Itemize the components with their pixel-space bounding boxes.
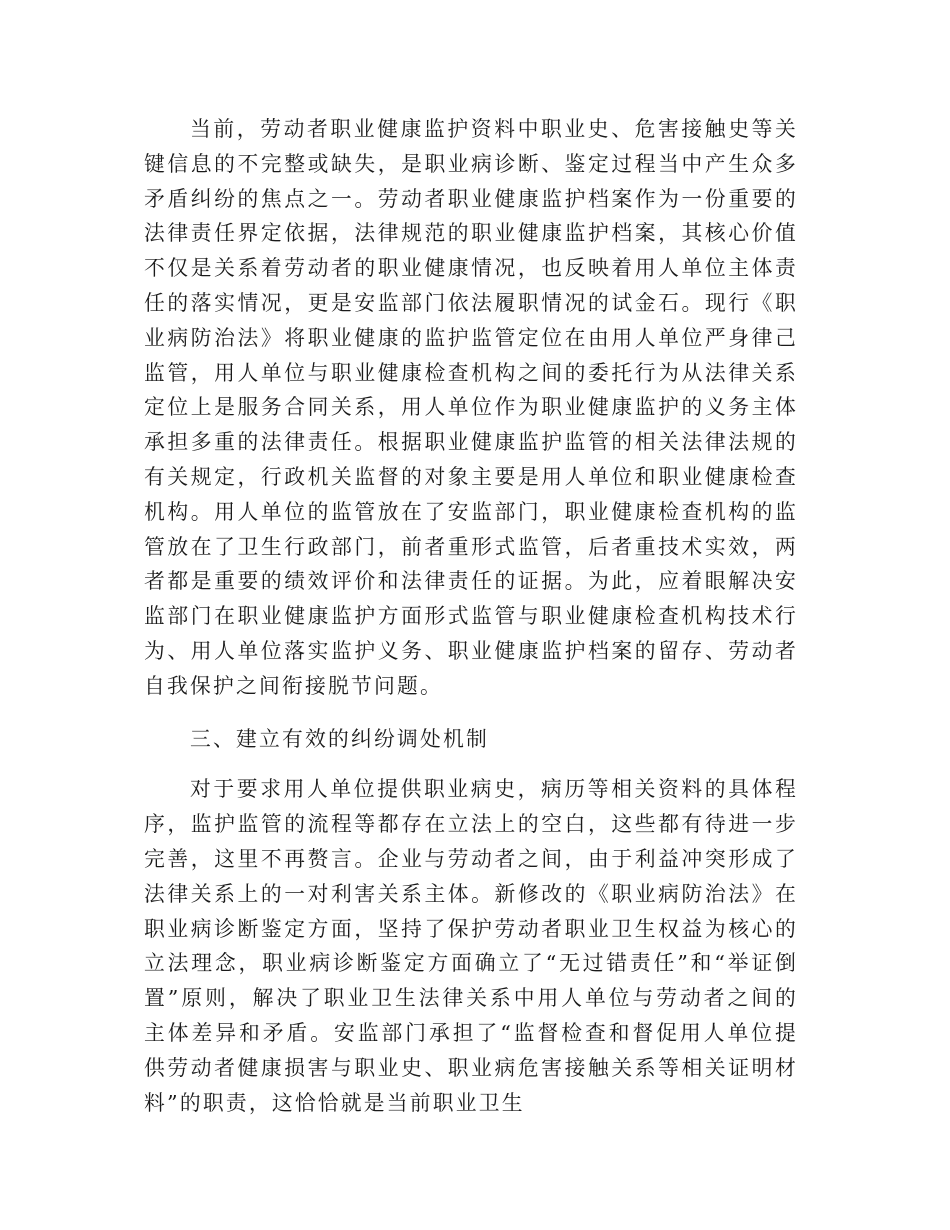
section-heading: 三、建立有效的纠纷调处机制 (190, 726, 489, 751)
body-paragraph-1: 当前，劳动者职业健康监护资料中职业史、危害接触史等关键信息的不完整或缺失，是职业病诊断、鉴定过程当中产生众多矛盾纠纷的焦点之一。劳动者职业健康监护档案作为一份重要的法律责任界定依据，法律规范的职业健康监护档案，其核心价值不仅是关系着劳动者的职业健康情况，也反映着用人单位主体责任的落实情况，更是安监部门依法履职情况的试金石。现行《职业病防治法》将职业健康的监护监管定位在由用人单位严身律己监管，用人单位与职业健康检查机构之间的委托行为从法律关系定位上是服务合同关系，用人单位作为职业健康监护的义务主体承担多重的法律责任。根据职业健康监护监管的相关法律法规的有关规定，行政机关监督的对象主要是用人单位和职业健康检查机构。用人单位的监管放在了安监部门，职业健康检查机构的监管放在了卫生行政部门，前者重形式监管，后者重技术实效，两者都是重要的绩效评价和法律责任的证据。为此，应着眼解决安监部门在职业健康监护方面形式监管与职业健康检查机构技术行为、用人单位落实监护义务、职业健康监护档案的留存、劳动者自我保护之间衔接脱节问题。 (144, 117, 798, 698)
body-paragraph-2: 对于要求用人单位提供职业病史，病历等相关资料的具体程序，监护监管的流程等都存在立法上的空白，这些都有待进一步完善，这里不再赘言。企业与劳动者之间，由于利益冲突形成了法律关系上的一对利害关系主体。新修改的《职业病防治法》在职业病诊断鉴定方面，坚持了保护劳动者职业卫生权益为核心的立法理念，职业病诊断鉴定方面确立了“无过错责任”和“举证倒置”原则，解决了职业卫生法律关系中用人单位与劳动者之间的主体差异和矛盾。安监部门承担了“监督检查和督促用人单位提供劳动者健康损害与职业史、职业病危害接触关系等相关证明材料”的职责，这恰恰就是当前职业卫生 (144, 777, 798, 1115)
document-page (144, 112, 798, 1120)
